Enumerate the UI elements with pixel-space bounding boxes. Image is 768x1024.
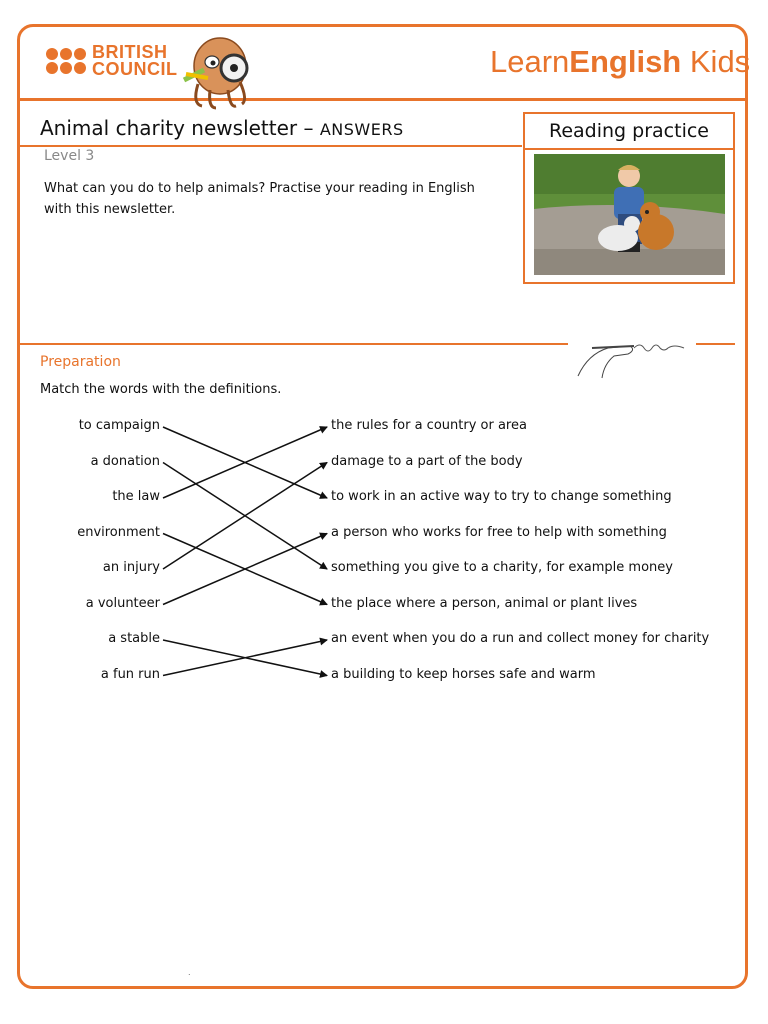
preparation-heading: Preparation [40, 354, 121, 370]
page-title: Animal charity newsletter – ANSWERS [40, 116, 404, 140]
match-definition: something you give to a charity, for example money [331, 560, 673, 575]
worksheet-page: BRITISH COUNCIL LearnEnglish Kids Animal charity newsletter – ANSWERS Level 3 What can you do to help animals? Practise your reading in English with this newsletter. Reading practice Preparation Match the words with the definitions. to campaign a donation the law environment an injury a volunteer a stable a fun run the rules for a country or area damage to a part of the body to work in an active way to try to change something a person who works for free to help with something something you give to a charity, for example money the place where a person, animal or plant lives an event when you do a run and collect money for charity a building to keep horses safe and warm . [0, 0, 768, 1024]
match-word: a fun run [100, 666, 160, 682]
answers-label: ANSWERS [319, 120, 404, 139]
match-word: environment [77, 524, 160, 540]
level-label: Level 3 [44, 148, 95, 164]
learnenglish-kids-logo: LearnEnglish Kids [490, 44, 751, 79]
match-definition: to work in an active way to try to change something [331, 489, 672, 504]
match-definition: a building to keep horses safe and warm [331, 666, 596, 682]
reading-practice-label: Reading practice [525, 114, 733, 150]
match-definition: the rules for a country or area [331, 418, 527, 433]
match-definition: an event when you do a run and collect money for charity [331, 631, 710, 646]
match-word: a stable [108, 631, 160, 646]
match-definition: the place where a person, animal or plant lives [331, 595, 638, 611]
match-word: the law [112, 489, 160, 504]
match-word: a donation [90, 453, 160, 469]
match-definition: a person who works for free to help with something [331, 524, 667, 540]
instruction-text: Match the words with the definitions. [40, 382, 282, 397]
match-word: an injury [102, 560, 160, 575]
logo-line-2: COUNCIL [92, 59, 178, 79]
logo-line-1: BRITISH [92, 42, 168, 62]
match-definition: damage to a part of the body [331, 453, 523, 469]
intro-text: What can you do to help animals? Practise your reading in English with this newsletter. [44, 181, 475, 217]
match-word: a volunteer [85, 595, 160, 611]
match-word: to campaign [78, 418, 160, 433]
